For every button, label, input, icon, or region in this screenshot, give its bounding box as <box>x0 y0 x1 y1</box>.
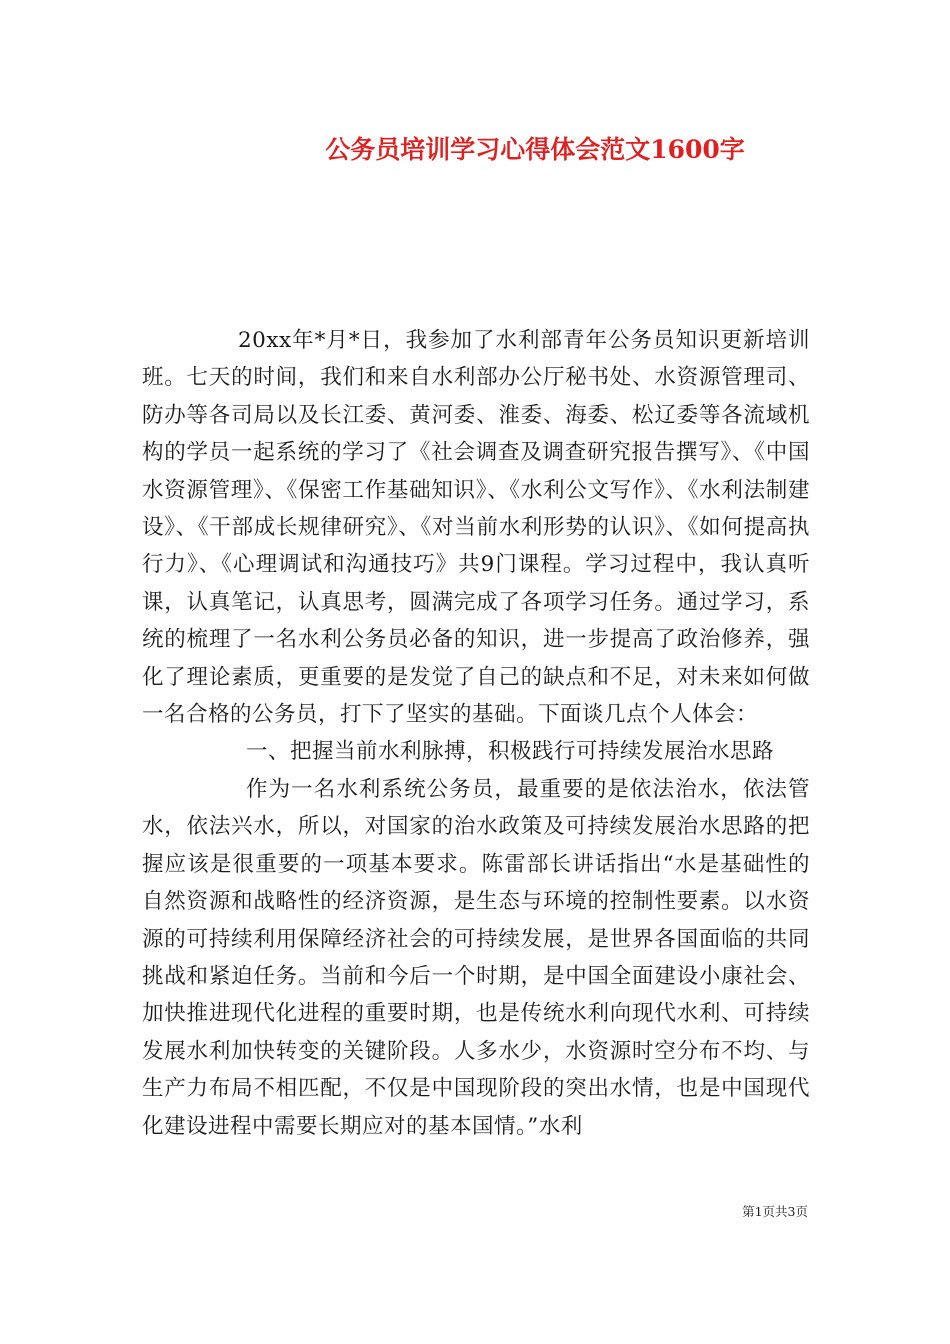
paragraph-section-1: 作为一名水利系统公务员，最重要的是依法治水，依法管水，依法兴水，所以，对国家的治水政策及可持续发展治水思路的把握应该是很重要的一项基本要求。陈雷部长讲话指出“水是基础性的自然资源和战略性的经济资源，是生态与环境的控制性要素。以水资源的可持续利用保障经济社会的可持续发展，是世界各国面临的共同挑战和紧迫任务。当前和今后一个时期，是中国全面建设小康社会、加快推进现代化进程的重要时期，也是传统水利向现代水利、可持续发展水利加快转变的关键阶段。人多水少，水资源时空分布不均、与生产力布局不相匹配，不仅是中国现阶段的突出水情，也是中国现代化建设进程中需要长期应对的基本国情。”水利 <box>142 776 810 1139</box>
page-footer: 第1页共3页 <box>742 1204 808 1219</box>
document-title: 公务员培训学习心得体会范文1600字 <box>325 135 745 164</box>
document-body <box>142 322 810 1145</box>
paragraph-intro: 20xx年*月*日，我参加了水利部青年公务员知识更新培训班。七天的时间，我们和来自水利部办公厅秘书处、水资源管理司、防办等各司局以及长江委、黄河委、淮委、海委、松辽委等各流域机构的学员一起系统的学习了《社会调查及调查研究报告撰写》、《中国水资源管理》、《保密工作基础知识》、《水利公文写作》、《水利法制建设》、《干部成长规律研究》、《对当前水利形势的认识》、《如何提高执行力》、《心理调试和沟通技巧》共9门课程。学习过程中，我认真听课，认真笔记，认真思考，圆满完成了各项学习任务。通过学习，系统的梳理了一名水利公务员必备的知识，进一步提高了政治修养，强化了理论素质，更重要的是发觉了自己的缺点和不足，对未来如何做一名合格的公务员，打下了坚实的基础。下面谈几点个人体会： <box>142 328 810 728</box>
section-heading-1: 一、把握当前水利脉搏，积极践行可持续发展治水思路 <box>246 739 775 765</box>
